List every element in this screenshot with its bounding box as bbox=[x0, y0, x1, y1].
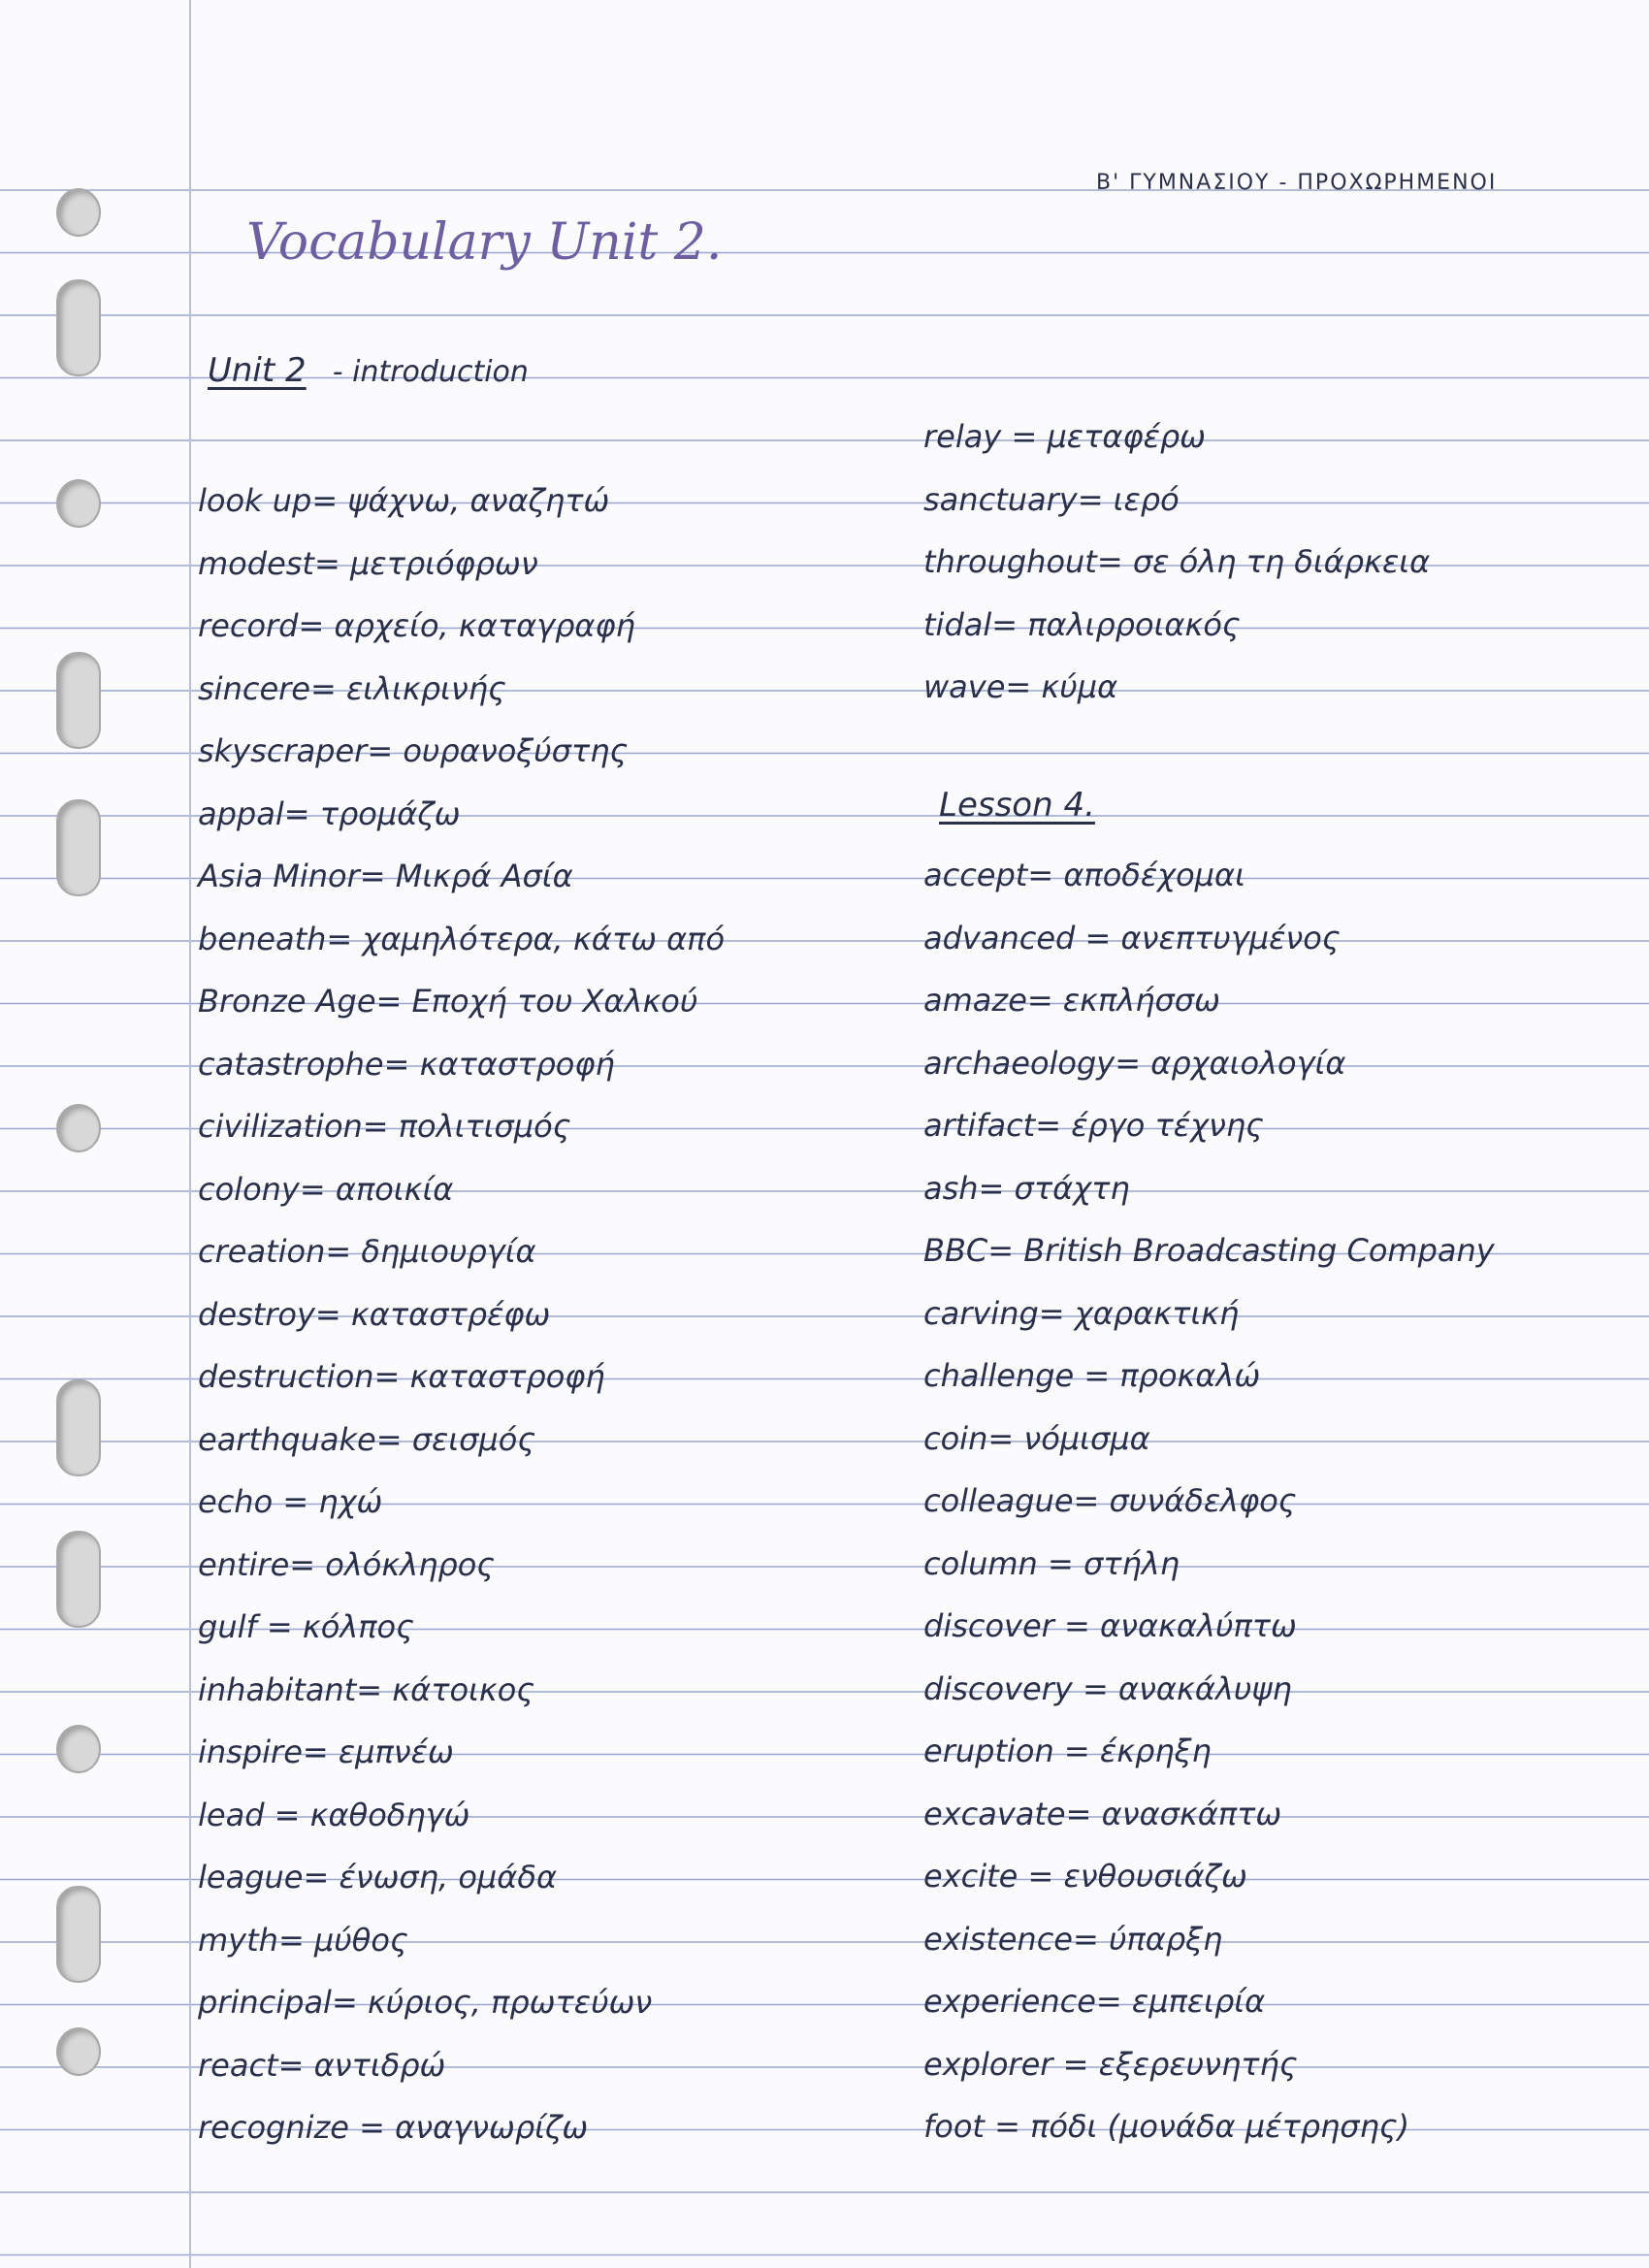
punch-hole bbox=[56, 2027, 101, 2076]
vocabulary-entry: advanced = ανεπτυγμένος bbox=[923, 919, 1341, 956]
section-subtitle: - introduction bbox=[332, 355, 529, 389]
vocabulary-entry: echo = ηχώ bbox=[198, 1483, 383, 1520]
punch-hole bbox=[56, 279, 101, 376]
vocabulary-entry: skyscraper= ουρανοξύστης bbox=[198, 732, 629, 769]
vocabulary-entry: excavate= ανασκάπτω bbox=[923, 1795, 1282, 1832]
vocabulary-entry: recognize = αναγνωρίζω bbox=[198, 2109, 589, 2146]
vocabulary-entry: catastrophe= καταστροφή bbox=[198, 1045, 615, 1083]
vocabulary-entry: challenge = προκαλώ bbox=[923, 1357, 1261, 1394]
vocabulary-entry: discovery = ανακάλυψη bbox=[923, 1669, 1292, 1707]
vocabulary-entry: colleague= συνάδελφος bbox=[923, 1482, 1297, 1519]
punch-hole bbox=[56, 1886, 101, 1983]
vocabulary-entry: destroy= καταστρέφω bbox=[198, 1295, 551, 1333]
punch-hole bbox=[56, 1725, 101, 1773]
vocabulary-entry: principal= κύριος, πρωτεύων bbox=[198, 1984, 653, 2021]
vocabulary-entry: relay = μεταφέρω bbox=[923, 418, 1206, 455]
vocabulary-entry: record= αρχείο, καταγραφή bbox=[198, 607, 635, 644]
vocabulary-entry: Asia Minor= Μικρά Ασία bbox=[198, 858, 573, 894]
punch-hole bbox=[56, 479, 101, 528]
punch-hole bbox=[56, 652, 101, 749]
punch-hole bbox=[56, 1104, 101, 1152]
punch-hole bbox=[56, 188, 101, 237]
vocabulary-entry: Bronze Age= Εποχή του Χαλκού bbox=[198, 983, 698, 1020]
vocabulary-entry: civilization= πολιτισμός bbox=[198, 1108, 571, 1145]
vocabulary-entry: foot = πόδι (μονάδα μέτρησης) bbox=[923, 2108, 1410, 2145]
vocabulary-entry: inhabitant= κάτοικος bbox=[198, 1670, 535, 1708]
vocabulary-entry: excite = ενθουσιάζω bbox=[923, 1858, 1247, 1895]
vocabulary-entry: appal= τρομάζω bbox=[198, 794, 461, 832]
vocabulary-entry: artifact= έργο τέχνης bbox=[923, 1107, 1264, 1144]
vocabulary-entry: ash= στάχτη bbox=[923, 1169, 1130, 1207]
vocabulary-entry: inspire= εμπνέω bbox=[198, 1733, 454, 1770]
vocabulary-entry: lead = καθοδηγώ bbox=[198, 1796, 470, 1833]
vocabulary-entry: league= ένωση, ομάδα bbox=[198, 1859, 558, 1895]
vocabulary-entry: destruction= καταστροφή bbox=[198, 1358, 605, 1395]
vocabulary-entry: myth= μύθος bbox=[198, 1921, 408, 1959]
vocabulary-entry: existence= ύπαρξη bbox=[923, 1920, 1223, 1958]
punch-hole bbox=[56, 1531, 101, 1628]
vocabulary-entry: accept= αποδέχομαι bbox=[923, 857, 1245, 893]
vocabulary-entry: react= αντιδρώ bbox=[198, 2046, 446, 2084]
vocabulary-entry: wave= κύμα bbox=[923, 668, 1118, 705]
vocabulary-entry: tidal= παλιρροιακός bbox=[923, 605, 1241, 643]
vocabulary-entry: amaze= εκπλήσσω bbox=[923, 982, 1220, 1019]
vocabulary-entry: carving= χαρακτική bbox=[923, 1294, 1240, 1332]
vocabulary-entry: column = στήλη bbox=[923, 1544, 1180, 1582]
class-level-note: Β' ΓΥΜΝΑΣΙΟΥ - ΠΡΟΧΩΡΗΜΕΝΟΙ bbox=[1096, 171, 1498, 195]
vocabulary-entry: archaeology= αρχαιολογία bbox=[923, 1044, 1346, 1082]
vocabulary-entry: coin= νόμισμα bbox=[923, 1419, 1150, 1457]
vocabulary-entry: modest= μετριόφρων bbox=[198, 544, 538, 582]
lesson4-heading bbox=[939, 786, 1095, 825]
vocabulary-entry: beneath= χαμηλότερα, κάτω από bbox=[198, 920, 726, 957]
vocabulary-entry: discover = ανακαλύπτω bbox=[923, 1607, 1297, 1644]
page-title: Vocabulary Unit 2. bbox=[246, 213, 723, 272]
punch-hole bbox=[56, 799, 101, 896]
vocabulary-entry: earthquake= σεισμός bbox=[198, 1420, 536, 1458]
vocabulary-entry: sincere= ειλικρινής bbox=[198, 669, 506, 707]
punch-hole bbox=[56, 1379, 101, 1476]
vocabulary-entry: explorer = εξερευνητής bbox=[923, 2045, 1298, 2083]
vocabulary-entry: creation= δημιουργία bbox=[198, 1233, 536, 1270]
section-title: Unit 2 bbox=[208, 351, 307, 390]
vocabulary-entry: experience= εμπειρία bbox=[923, 1983, 1266, 2020]
section-title: Lesson 4. bbox=[939, 786, 1095, 825]
vocabulary-entry: sanctuary= ιερό bbox=[923, 480, 1180, 518]
vocabulary-entry: BBC= British Broadcasting Company bbox=[923, 1232, 1495, 1269]
unit2-heading bbox=[208, 351, 529, 390]
vocabulary-entry: throughout= σε όλη τη διάρκεια bbox=[923, 543, 1431, 580]
vocabulary-entry: eruption = έκρηξη bbox=[923, 1733, 1212, 1769]
vocabulary-entry: entire= ολόκληρος bbox=[198, 1545, 496, 1583]
vocabulary-entry: look up= ψάχνω, αναζητώ bbox=[198, 482, 610, 519]
vocabulary-entry: colony= αποικία bbox=[198, 1170, 454, 1208]
vocabulary-entry: gulf = κόλπος bbox=[198, 1608, 414, 1645]
